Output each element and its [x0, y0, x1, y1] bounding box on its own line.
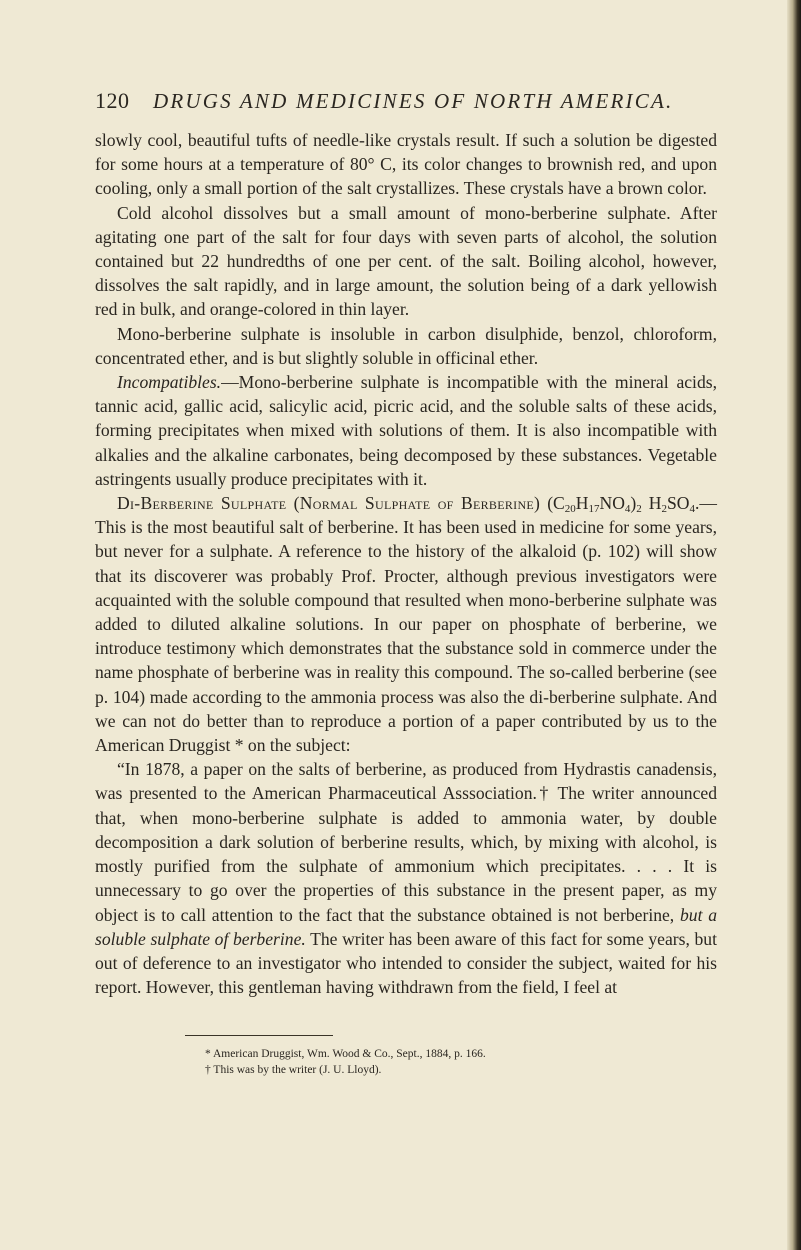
di-berberine-heading: Di-Berberine Sulphate (Normal Sulphate of Berberine) — [117, 493, 541, 514]
footnote-1: * American Druggist, Wm. Wood & Co., Sept., 1884, p. 166. — [205, 1048, 486, 1061]
footnote-rule — [185, 1035, 333, 1036]
running-head — [95, 88, 717, 118]
paragraph-1: slowly cool, beautiful tufts of needle-like crystals result. If such a solution be digested for some hours at a temperature of 80° C, its color changes to brownish red, and upon cooling, only a small portion of the salt crystallizes. These crystals have a brown color. — [95, 130, 717, 199]
quotation-italic: but a soluble sulphate of berberine. — [95, 904, 717, 949]
chemical-formula: $(C_{20}H_{17}NO_4)_2$ $H_2SO_4$ — [547, 493, 695, 516]
page-edge-shadow — [787, 0, 801, 1250]
incompatibles-body: —Mono-berberine sulphate is incompatible with the mineral acids, tannic acid, gallic acid, salicylic acid, picric acid, and the soluble salts of these acids, forming precipitates when mixed with solutions of them. It is also incompatible with alkalies and the alkaline carbonates, being decomposed by these substances. Vegetable astringents usually produce precipitates with it. — [95, 372, 717, 489]
paragraph-quotation — [95, 757, 717, 999]
paragraph-3: Mono-berberine sulphate is insoluble in carbon disulphide, benzol, chloroform, concentrated ether, and is but slightly soluble in officinal ether. — [95, 323, 717, 368]
paragraph-2: Cold alcohol dissolves but a small amount of mono-berberine sulphate. After agitating one part of the salt for four days with seven parts of alcohol, the solution contained but 22 hundredths of one per cent. of the salt. Boiling alcohol, however, dissolves the salt rapidly, and in large amount, the solution being of a dark yellowish red in bulk, and orange-colored in thin layer. — [95, 202, 717, 320]
book-page — [95, 88, 717, 1078]
incompatibles-heading: Incompatibles. — [117, 372, 222, 393]
footnote-2: † This was by the writer (J. U. Lloyd). — [205, 1064, 382, 1077]
paragraph-incompatibles — [95, 370, 717, 491]
running-title: DRUGS AND MEDICINES OF NORTH AMERICA. — [153, 89, 674, 113]
body-text — [95, 128, 717, 999]
footnotes — [95, 1046, 717, 1078]
paragraph-di-berberine — [95, 491, 717, 757]
page-number: 120 — [95, 88, 130, 113]
di-berberine-body: .—This is the most beautiful salt of berberine. It has been used in medicine for some years, but never for a sulphate. A reference to the history of the alkaloid (p. 102) will show that its discoverer was probably Prof. Procter, although previous investigators were acquainted with the soluble compound that resulted when mono-berberine sulphate was added to diluted alkaline solutions. In our paper on phosphate of berberine, we introduce testimony which demonstrates that the substance sold in commerce under the name phosphate of berberine was in reality this compound. The so-called berberine (see p. 104) made according to the ammonia process was also the di-berberine sulphate. And we can not do better than to reproduce a portion of a paper contributed by us to the American Druggist * on the subject: — [95, 493, 717, 756]
quotation-part-b: The writer has been aware of this fact for some years, but out of deference to an investigator who intended to consider the subject, waited for his report. However, this gentleman having withdrawn from the field, I feel at — [95, 928, 717, 998]
quotation-part-a: “In 1878, a paper on the salts of berberine, as produced from Hydrastis canadensis, was presented to the American Pharmaceutical Asssociation.† The writer announced that, when mono-berberine sulphate is added to ammonia water, by double decomposition a dark solution of berberine results, which, by mixing with alcohol, is mostly purified from the sulphate of ammonium which precipitates. . . . It is unnecessary to go over the properties of this substance in the present paper, as my object is to call attention to the fact that the substance obtained is not berberine, — [95, 759, 717, 925]
